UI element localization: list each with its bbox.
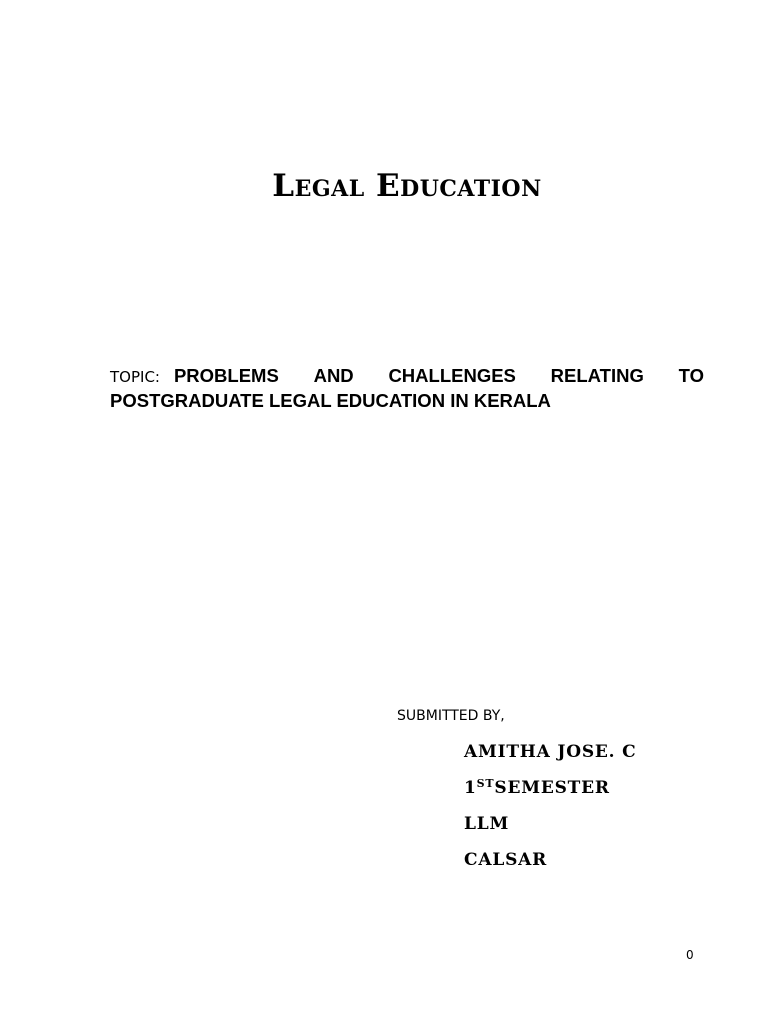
author-name: AMITHA JOSE. C: [464, 742, 637, 762]
institution-name: CALSAR: [464, 850, 548, 870]
semester-line: [464, 778, 610, 798]
semester-number: 1: [464, 778, 477, 798]
topic-block: [110, 364, 704, 413]
topic-word-4: RELATING: [550, 365, 644, 386]
page-number: 0: [686, 948, 694, 962]
semester-label: SEMESTER: [494, 778, 610, 798]
topic-line-2: POSTGRADUATE LEGAL EDUCATION IN KERALA: [110, 390, 551, 411]
topic-label: TOPIC:: [110, 368, 160, 386]
course-name: LLM: [464, 814, 510, 834]
topic-word-3: CHALLENGES: [388, 365, 516, 386]
topic-word-1: PROBLEMS: [173, 365, 279, 386]
topic-line-1: [110, 364, 704, 389]
topic-first-segment: [110, 364, 279, 389]
topic-word-5: TO: [678, 365, 704, 386]
semester-suffix: ST: [476, 777, 495, 790]
submitted-by-label: SUBMITTED BY,: [397, 708, 505, 724]
topic-word-2: AND: [313, 365, 354, 386]
document-title: Legal Education: [272, 168, 542, 204]
